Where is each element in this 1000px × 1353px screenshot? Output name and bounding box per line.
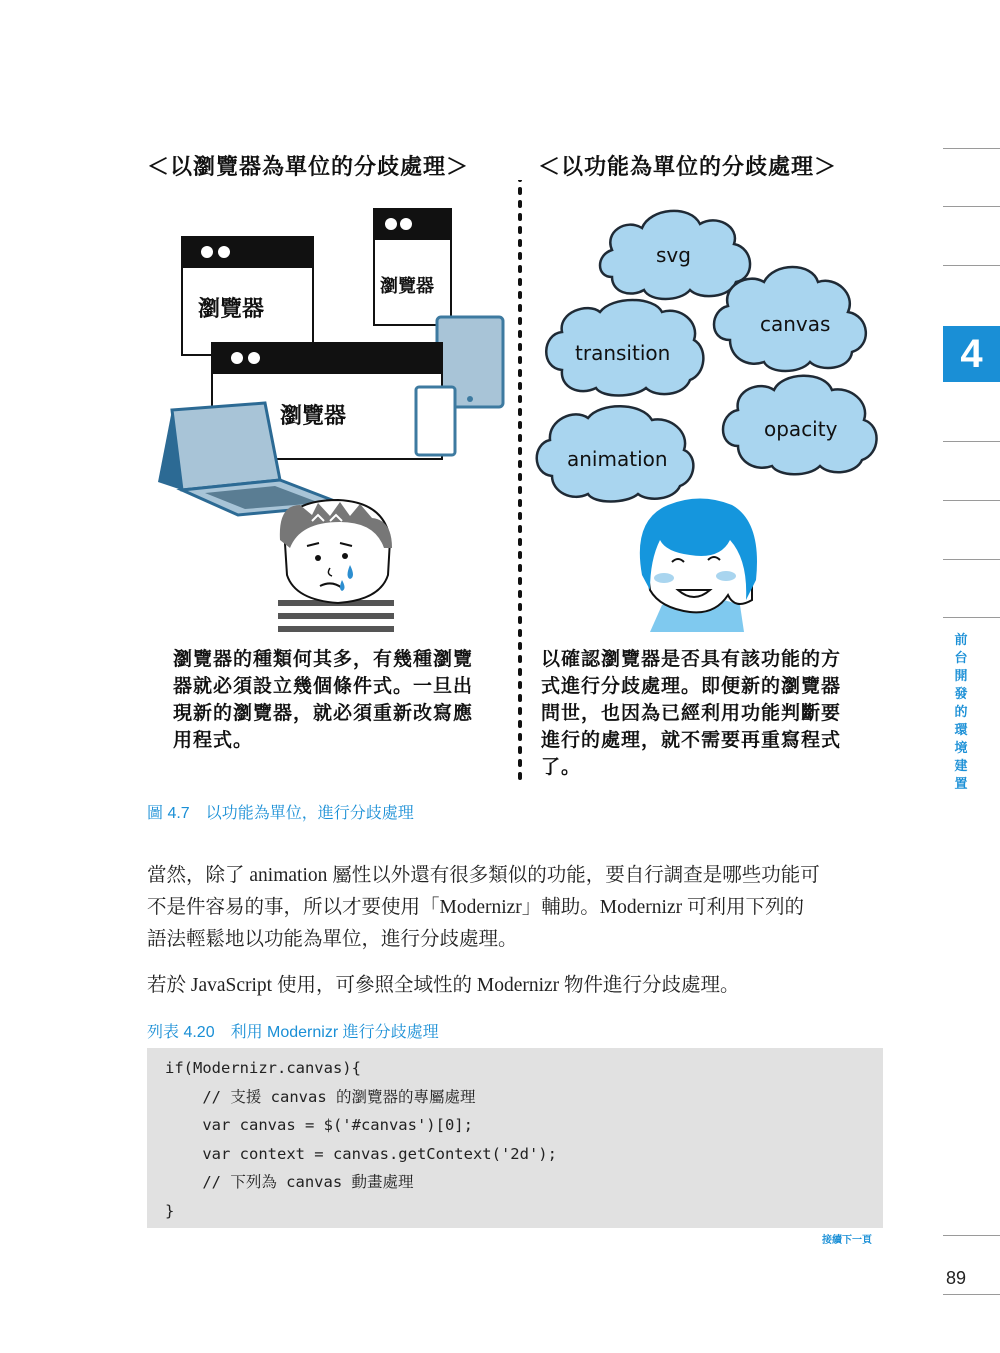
cloud-label-canvas: canvas [760, 312, 831, 336]
sidebar-divider [943, 1294, 1000, 1295]
left-section-title: ＜以瀏覽器為單位的分歧處理＞ [147, 155, 470, 180]
cloud-label-svg: svg [656, 243, 691, 267]
sad-boy-character [278, 500, 394, 633]
happy-girl-character [640, 499, 757, 633]
code-line: // 下列為 canvas 動畫處理 [165, 1173, 414, 1191]
left-description-line: 瀏覽器的種類何其多，有幾種瀏覽 [173, 648, 474, 670]
code-line: // 支援 canvas 的瀏覽器的專屬處理 [165, 1087, 476, 1106]
sidebar-divider [943, 206, 1000, 207]
left-description [173, 646, 503, 754]
phone-device [416, 387, 455, 455]
right-description [541, 646, 881, 781]
code-line: var canvas = $('#canvas')[0]; [165, 1116, 473, 1134]
browser-label-left: 瀏覽器 [198, 297, 265, 322]
left-description-line: 器就必須設立幾個條件式。一旦出 [173, 675, 474, 697]
body-paragraph-2 [147, 970, 907, 1002]
continue-note: 接續下一頁 [822, 1235, 872, 1246]
right-description-line: 問世，也因為已經利用功能判斷要 [541, 702, 842, 724]
sidebar-divider [943, 148, 1000, 149]
browser-label-large: 瀏覽器 [280, 404, 347, 429]
chapter-title-vertical: 前台開發的環境建置 [954, 633, 968, 792]
right-description-line: 進行的處理，就不需要再重寫程式 [541, 729, 842, 751]
browser-label-small: 瀏覽器 [380, 276, 434, 297]
sidebar-divider [943, 441, 1000, 442]
paragraph-line: 語法輕鬆地以功能為單位，進行分歧處理。 [147, 929, 518, 950]
sidebar-divider [943, 1235, 1000, 1236]
sidebar-divider [943, 617, 1000, 618]
page-number: 89 [946, 1268, 967, 1288]
left-description-line: 現新的瀏覽器，就必須重新改寫應 [173, 702, 474, 724]
code-line: } [165, 1201, 175, 1220]
left-description-line: 用程式。 [173, 729, 254, 751]
chapter-tab: 4 [943, 326, 1000, 382]
cloud-label-opacity: opacity [764, 417, 838, 441]
right-description-line: 以確認瀏覽器是否具有該功能的方 [541, 648, 842, 670]
paragraph-line: 不是件容易的事，所以才要使用「Modernizr」輔助。Modernizr 可利用下列的 [147, 897, 804, 918]
figure-caption: 圖 4.7 以功能為單位，進行分歧處理 [147, 805, 414, 822]
code-block [147, 1048, 883, 1228]
cloud-label-animation: animation [567, 447, 668, 471]
paragraph-line: 若於 JavaScript 使用，可參照全域性的 Modernizr 物件進行分歧處理。 [147, 975, 740, 996]
right-section-title: ＜以功能為單位的分歧處理＞ [538, 155, 838, 180]
code-line: var context = canvas.getContext('2d'); [165, 1144, 557, 1163]
right-description-line: 了。 [541, 756, 582, 778]
sidebar-divider [943, 265, 1000, 266]
right-description-line: 式進行分歧處理。即便新的瀏覽器 [541, 675, 842, 697]
sidebar-divider [943, 559, 1000, 560]
code-line: if(Modernizr.canvas){ [165, 1059, 361, 1077]
sidebar-divider [943, 500, 1000, 501]
body-paragraph-1 [147, 860, 907, 956]
cloud-label-transition: transition [575, 341, 671, 365]
paragraph-line: 當然，除了 animation 屬性以外還有很多類似的功能，要自行調查是哪些功能可 [147, 865, 820, 886]
browser-window-small [374, 209, 451, 325]
listing-caption: 列表 4.20 利用 Modernizr 進行分歧處理 [147, 1024, 439, 1041]
